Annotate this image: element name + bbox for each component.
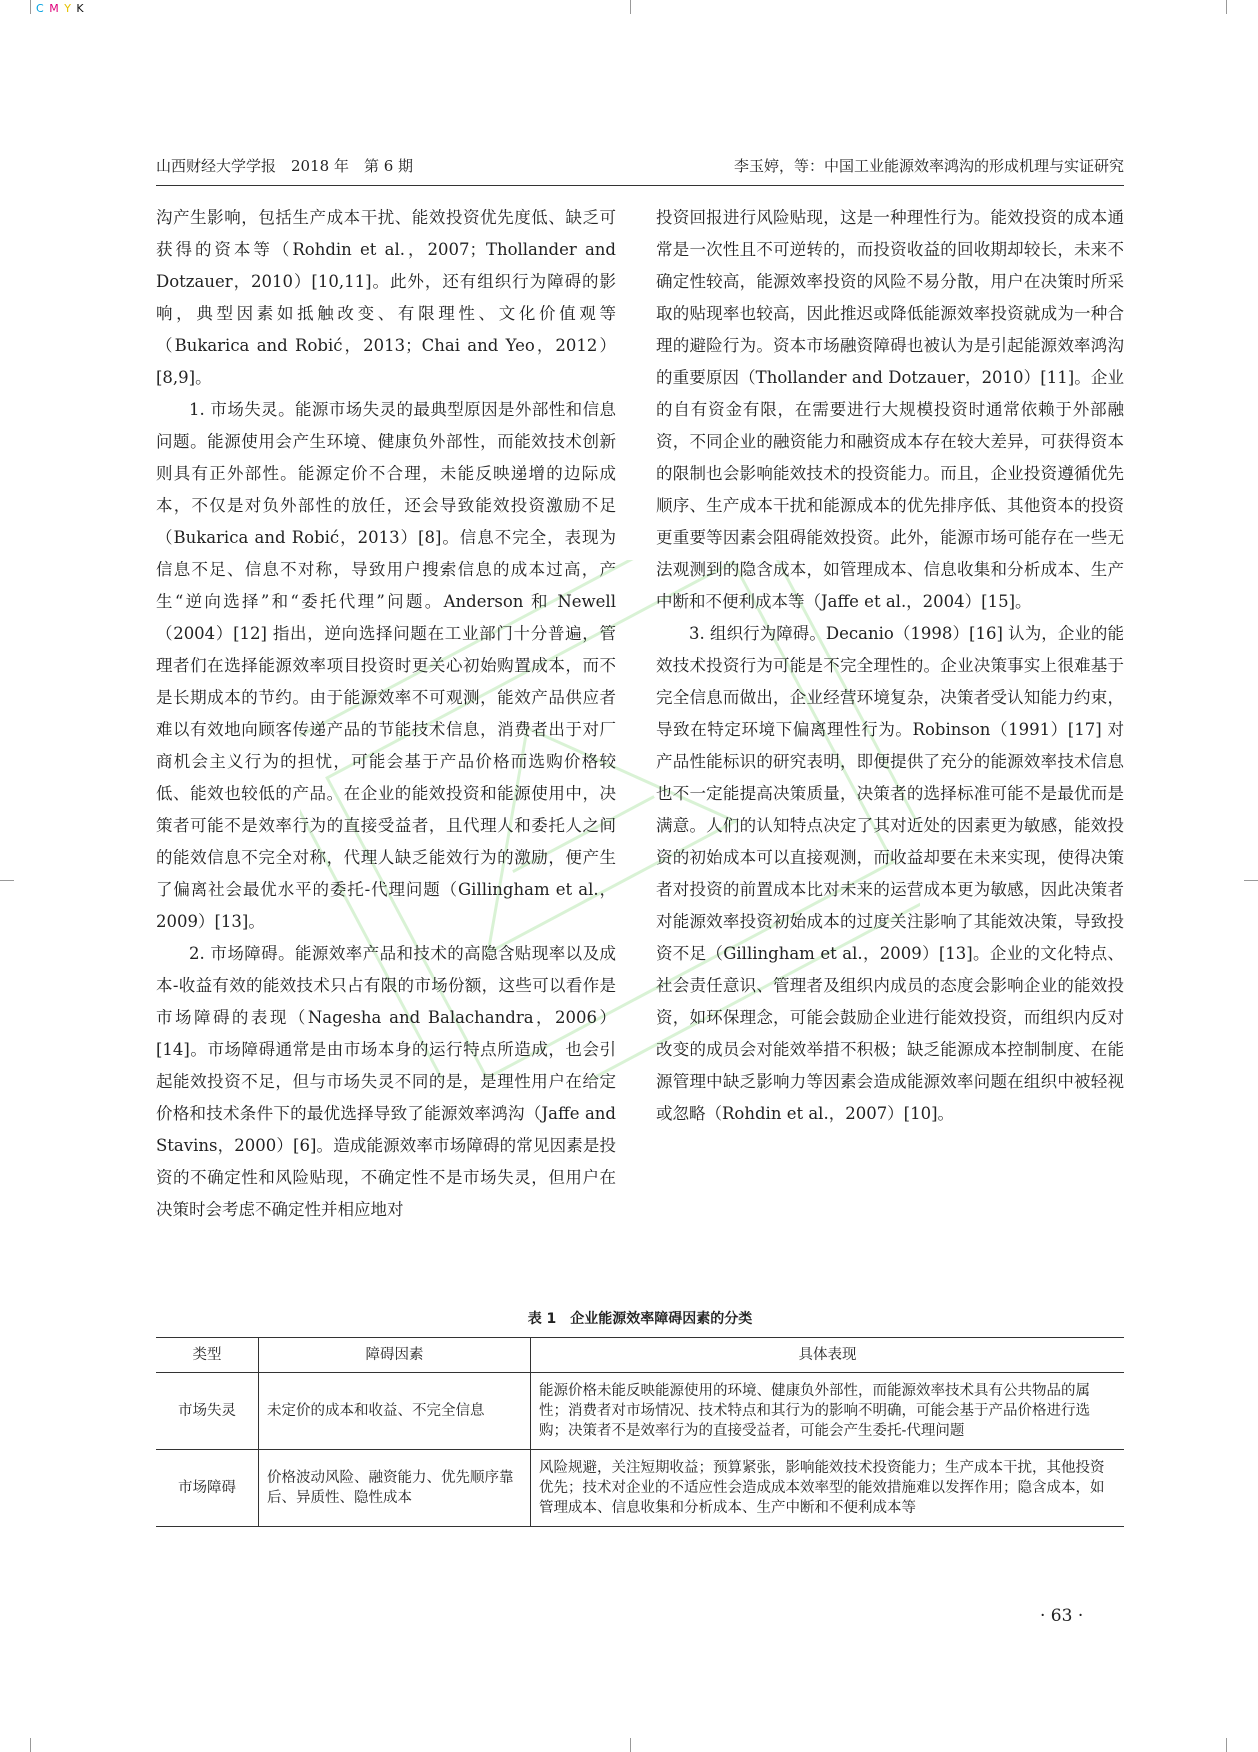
- crop-mark-left-h: [0, 880, 14, 881]
- paragraph: 3. 组织行为障碍。Decanio（1998）[16] 认为，企业的能效技术投资行为可能是不完全理性的。企业决策事实上很难基于完全信息而做出，企业经营环境复杂，决策者受认知能力约束，导致在特定环境下偏离理性行为。Robinson（1991）[17] 对产品性能标识的研究表明，即便提供了充分的能源效率技术信息也不一定能提高决策质量，决策者的选择标准可能不是最优而是满意。人们的认知特点决定了其对近处的因素更为敏感，能效投资的初始成本可以直接观测，而收益却要在未来实现，使得决策者对投资的前置成本比对未来的运营成本更为敏感，因此决策者对能源效率投资初始成本的过度关注影响了其能效决策，导致投资不足（Gillingham et al.，2009）[13]。企业的文化特点、社会责任意识、管理者及组织内成员的态度会影响企业的能效投资，如环保理念，可能会鼓励企业进行能效投资，而组织内反对改变的成员会对能效举措不积极；缺乏能源成本控制制度、在能源管理中缺乏影响力等因素会造成能源效率问题在组织中被轻视或忽略（Rohdin et al.，2007）[10]。: [656, 624, 1124, 1123]
- cmyk-y: Y: [64, 2, 72, 15]
- journal-info: 山西财经大学学报 2018 年 第 6 期: [156, 157, 414, 175]
- paragraph: 2. 市场障碍。能源效率产品和技术的高隐含贴现率以及成本-收益有效的能效技术只占有限的市场份额，这些可以看作是市场障碍的表现（Nagesha and Balachandra，2006）[14]。市场障碍通常是由市场本身的运行特点所造成，也会引起能效投资不足，但与市场失灵不同的是，是理性用户在给定价格和技术条件下的最优选择导致了能源效率鸿沟（Jaffe and Stavins，2000）[6]。造成能源效率市场障碍的常见因素是投资的不确定性和风险贴现，不确定性不是市场失灵，但用户在决策时会考虑不确定性并相应地对: [156, 944, 616, 1219]
- table-cell-factors: 价格波动风险、融资能力、优先顺序靠后、异质性、隐性成本: [259, 1450, 531, 1527]
- crop-mark-bottom-mid-v: [630, 1738, 631, 1752]
- cmyk-k: K: [76, 2, 85, 15]
- crop-mark-top-right-v: [1226, 0, 1227, 14]
- table-cell-details: 能源价格未能反映能源使用的环境、健康负外部性，而能源效率技术具有公共物品的属性；消费者对市场情况、技术特点和其行为的影响不明确，可能会基于产品价格进行选购；决策者不是效率行为的直接受益者，可能会产生委托-代理问题: [531, 1373, 1125, 1450]
- cmyk-c: C: [36, 2, 45, 15]
- crop-mark-bottom-right-v: [1226, 1738, 1227, 1752]
- paragraph: 投资回报进行风险贴现，这是一种理性行为。能效投资的成本通常是一次性且不可逆转的，而投资收益的回收期却较长，未来不确定性较高，能源效率投资的风险不易分散，用户在决策时所采取的贴现率也较高，因此推迟或降低能源效率投资就成为一种合理的避险行为。资本市场融资障碍也被认为是引起能源效率鸿沟的重要原因（Thollander and Dotzauer，2010）[11]。企业的自有资金有限，在需要进行大规模投资时通常依赖于外部融资，不同企业的融资能力和融资成本存在较大差异，可获得资本的限制也会影响能效技术的投资能力。而且，企业投资遵循优先顺序、生产成本干扰和能源成本的优先排序低、其他资本的投资更重要等因素会阻碍能效投资。此外，能源市场可能存在一些无法观测到的隐含成本，如管理成本、信息收集和分析成本、生产中断和不便利成本等（Jaffe et al.，2004）[15]。: [656, 208, 1124, 611]
- column-header: 障碍因素: [259, 1338, 531, 1373]
- crop-mark-bottom-left-v: [30, 1738, 31, 1752]
- table-cell-type: 市场障碍: [156, 1450, 259, 1527]
- page-number: · 63 ·: [1040, 1606, 1084, 1626]
- column-header: 具体表现: [531, 1338, 1125, 1373]
- header-rule: [156, 185, 1124, 186]
- crop-mark-right-h: [1244, 880, 1258, 881]
- cmyk-m: M: [49, 2, 60, 15]
- barrier-classification-table: [156, 1337, 1124, 1527]
- table-cell-details: 风险规避，关注短期收益；预算紧张，影响能效技术投资能力；生产成本干扰，其他投资优先；技术对企业的不适应性会造成成本效率型的能效措施难以发挥作用；隐含成本，如管理成本、信息收集和分析成本、生产中断和不便利成本等: [531, 1450, 1125, 1527]
- column-header: 类型: [156, 1338, 259, 1373]
- crop-mark-top-mid-v: [630, 0, 631, 14]
- table-header-row: [156, 1338, 1124, 1373]
- table-cell-type: 市场失灵: [156, 1373, 259, 1450]
- running-header: [156, 152, 1124, 176]
- table-caption: 表 1 企业能源效率障碍因素的分类: [527, 1311, 753, 1327]
- table-row: [156, 1450, 1124, 1527]
- article-title: 李玉婷，等：中国工业能源效率鸿沟的形成机理与实证研究: [733, 157, 1124, 175]
- right-column: [656, 202, 1124, 1130]
- paragraph: 1. 市场失灵。能源市场失灵的最典型原因是外部性和信息问题。能源使用会产生环境、健康负外部性，而能效技术创新则具有正外部性。能源定价不合理，未能反映递增的边际成本，不仅是对负外部性的放任，还会导致能效投资激励不足（Bukarica and Robić，2013）[8]。信息不完全，表现为信息不足、信息不对称，导致用户搜索信息的成本过高，产生“逆向选择”和“委托代理”问题。Anderson 和 Newell（2004）[12] 指出，逆向选择问题在工业部门十分普遍，管理者们在选择能源效率项目投资时更关心初始购置成本，而不是长期成本的节约。由于能源效率不可观测，能效产品供应者难以有效地向顾客传递产品的节能技术信息，消费者出于对厂商机会主义行为的担忧，可能会基于产品价格而选购价格较低、能效也较低的产品。在企业的能效投资和能源使用中，决策者可能不是效率行为的直接受益者，且代理人和委托人之间的能效信息不完全对称，代理人缺乏能效行为的激励，便产生了偏离社会最优水平的委托-代理问题（Gillingham et al.，2009）[13]。: [156, 400, 616, 931]
- table-row: [156, 1373, 1124, 1450]
- table-cell-factors: 未定价的成本和收益、不完全信息: [259, 1373, 531, 1450]
- cmyk-color-bar: [36, 2, 85, 15]
- left-column: [156, 202, 616, 1226]
- crop-mark-top-left-v: [30, 0, 31, 14]
- paragraph: 沟产生影响，包括生产成本干扰、能效投资优先度低、缺乏可获得的资本等（Rohdin et al.，2007；Thollander and Dotzauer，2010）[10,11]。此外，还有组织行为障碍的影响，典型因素如抵触改变、有限理性、文化价值观等（Bukarica and Robić，2013；Chai and Yeo，2012）[8,9]。: [156, 208, 616, 387]
